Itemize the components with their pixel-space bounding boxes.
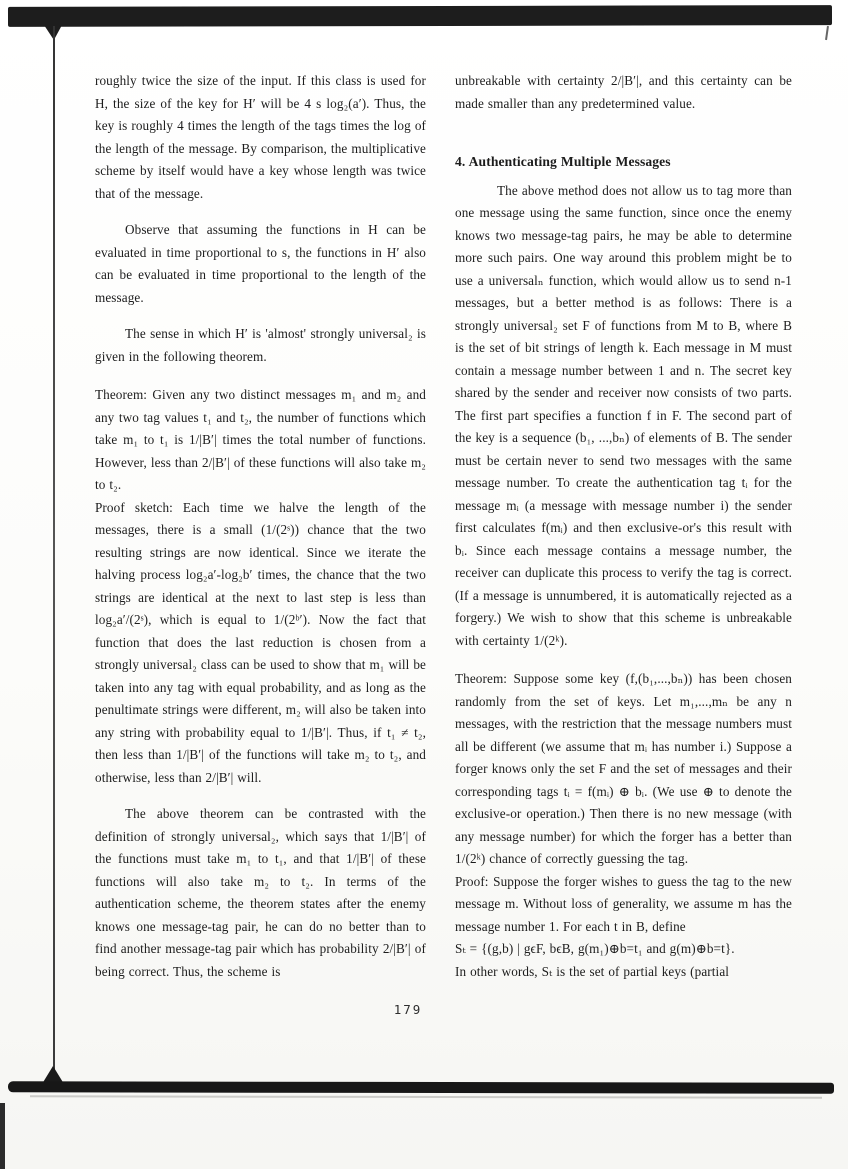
paragraph-contrast: The above theorem can be contrasted with the definition of strongly universal₂, which says that 1/|B′| of the functions must take m₁ to t₁, and that 1/|B′| of these functions will also take m₂ to t₂. In terms of the authentication scheme, the theorem states after the enemy knows one message-tag pair, he can do no better than to find another message-tag pair which has probability 2/|B′| of being correct. Thus, the scheme is: [95, 806, 426, 979]
paragraph-observe: Observe that assuming the functions in H can be evaluated in time proportional to s, the functions in H′ also can be evaluated in time proportional to the length of the message.: [95, 222, 426, 305]
paragraph-partial-keys: In other words, Sₜ is the set of partial keys (partial: [455, 963, 730, 979]
proof-paragraph: Proof: Suppose the forger wishes to guess the tag to the new message m. Without loss of generality, we assume m has the message number 1. For each t in B, define: [455, 873, 792, 934]
paragraph-multiple-messages: The above method does not allow us to tag more than one message using the same function, since once the enemy knows two message-tag pairs, he may be able to determine more such pairs. One way around this problem might be to use a universalₙ function, which would allow us to send n-1 messages, but a better method is as follows: There is a strongly universal₂ set F of functions from M to B, where B is the set of bit strings of length k. Each message in M must contain a message number between 1 and n. The secret key shared by the sender and receiver now consists of two parts. The first part specifies a function f in F. The second part of the key is a sequence (b₁, ...,bₙ) of elements of B. The sender must be certain never to send two messages with the same message number. To create the authentication tag tᵢ for the message mᵢ (a message with message number i) the sender first calculates f(mᵢ) and then exclusive-or's this result with bᵢ. Since each message contains a message number, the receiver can duplicate this process to verify the tag is correct. (If a message is unnumbered, it is automatically rejected as a forgery.) We wish to show that this scheme is unbreakable with certainty 1/(2ᵏ).: [455, 182, 792, 648]
section-heading: 4. Authenticating Multiple Messages: [455, 154, 671, 169]
theorem-paragraph-left: Theorem: Given any two distinct messages m₁ and m₂ and any two tag values t₁ and t₂, the number of functions which take m₁ to t₁ is 1/|B′| times the total number of functions. However, less than 2/|B′| of these functions will also take m₂ to t₂.: [95, 387, 426, 492]
equation-line: Sₜ = {(g,b) | gϵF, bϵB, g(m₁)⊕b=t₁ and g(m)⊕b=t}.: [455, 941, 735, 956]
scan-bottom-band: [8, 1081, 834, 1093]
book-spine-line: [53, 26, 55, 1076]
scan-bottom-shadow: [30, 1095, 822, 1098]
scan-top-band: [8, 5, 832, 27]
paragraph-continuation: unbreakable with certainty 2/|B′|, and this certainty can be made smaller than any predetermined value.: [455, 73, 792, 111]
scan-edge-tick: [825, 26, 829, 40]
theorem-paragraph-right: Theorem: Suppose some key (f,(b₁,...,bₙ)) has been chosen randomly from the set of keys. Let m₁,...,mₙ be any n messages, with the restriction that the message numbers must all be different (we assume that mᵢ has number i.) Suppose a forger knows only the set F and the set of messages and their corresponding tags tᵢ = f(mᵢ) ⊕ bᵢ. (We use ⊕ to denote the exclusive-or operation.) Then there is no new message (with any message number) for which the forger has a better than 1/(2ᵏ) chance of correctly guessing the tag.: [455, 671, 792, 866]
paragraph-key-size: roughly twice the size of the input. If this class is used for H, the size of the key for H′ will be 4 s log₂(a′). Thus, the key is roughly 4 times the length of the tags times the log of the length of the message. By comparison, the multiplicative scheme by itself would have a key whose length was twice that of the message.: [95, 73, 426, 201]
page-number: 179: [393, 1002, 423, 1017]
scan-left-edge-strip: [0, 1103, 5, 1169]
paragraph-sense: The sense in which H′ is 'almost' strongly universal₂ is given in the following theorem.: [95, 326, 426, 364]
right-column: [455, 70, 792, 983]
proof-sketch-paragraph: Proof sketch: Each time we halve the length of the messages, there is a small (1/(2ˢ)) chance that the two resulting strings are now identical. Since we iterate the halving process log₂a′-log₂b′ times, the chance that the two strings are identical at the next to last step is less than log₂a′/(2ˢ), which is equal to 1/(2ᵇ′). Now the fact that function that does the last reduction is chosen from a strongly universal₂ class can be used to show that m₁ will be taken into any tag with equal probability, and as long as the penultimate strings were different, m₂ will also be taken into any string with probability equal to 1/|B′|. Thus, if t₁ ≠ t₂, then less than 1/|B′| of the functions will take m₂ to t₂, and otherwise, less than 2/|B′| will.: [95, 499, 426, 785]
left-column: [95, 70, 426, 983]
